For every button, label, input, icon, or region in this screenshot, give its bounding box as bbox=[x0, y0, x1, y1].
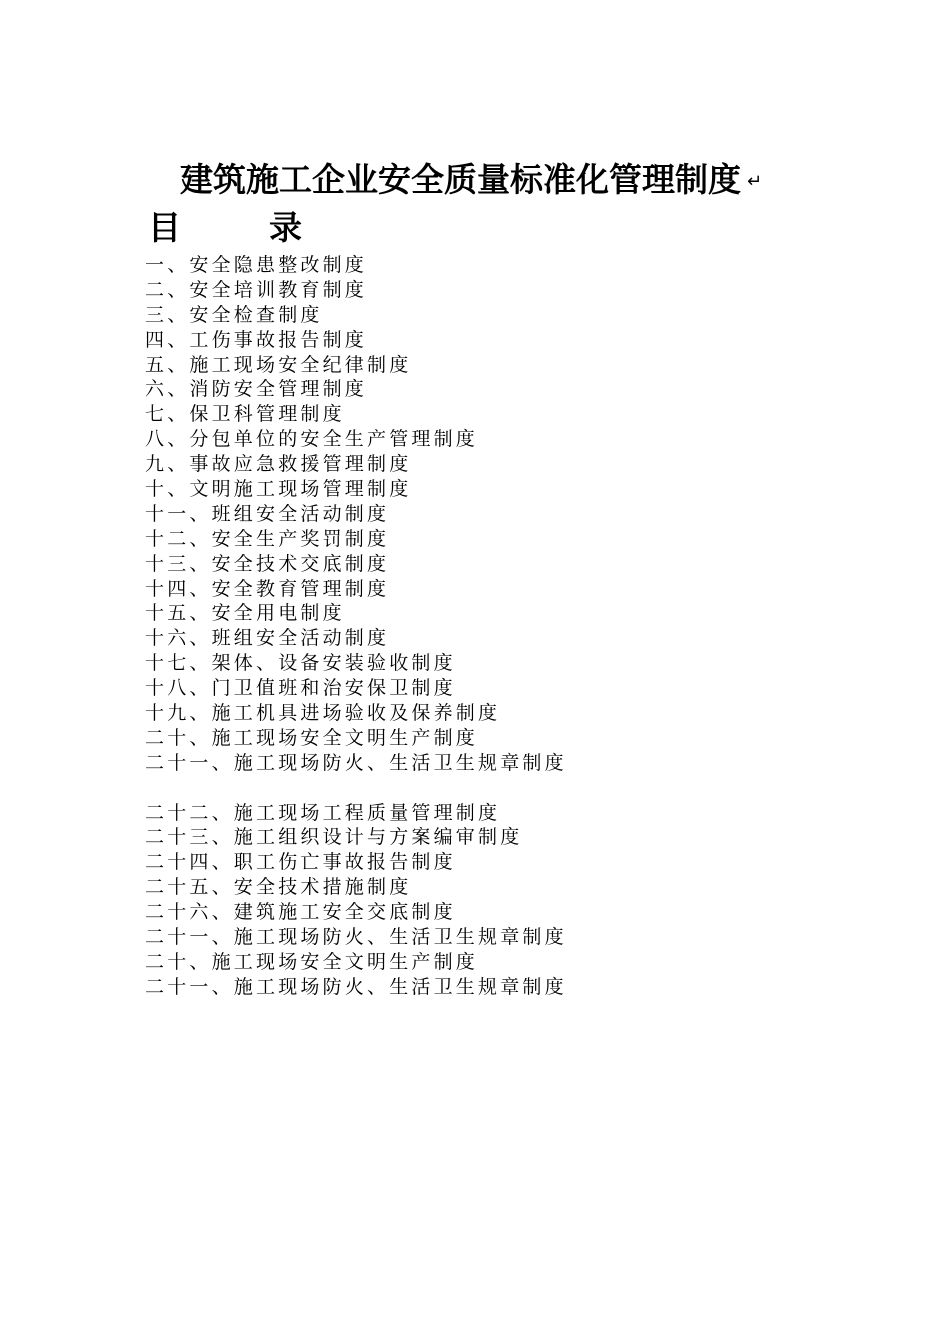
toc-item: 一、安全隐患整改制度 bbox=[145, 254, 368, 276]
toc-item: 二、安全培训教育制度 bbox=[145, 278, 368, 301]
toc-item: 二十六、建筑施工安全交底制度 bbox=[145, 901, 456, 924]
toc-item: 二十一、施工现场防火、生活卫生规章制度 bbox=[145, 926, 567, 949]
toc-item: 二十三、施工组织设计与方案编审制度 bbox=[145, 826, 523, 849]
toc-item: 八、分包单位的安全生产管理制度 bbox=[145, 428, 479, 451]
toc-blank-line bbox=[145, 776, 567, 801]
toc-item: 二十一、施工现场防火、生活卫生规章制度 bbox=[145, 751, 567, 774]
toc-item: 七、保卫科管理制度 bbox=[145, 403, 345, 426]
toc-item: 三、安全检查制度 bbox=[145, 303, 323, 326]
toc-item: 十五、安全用电制度 bbox=[145, 602, 345, 625]
toc-item: 二十、施工现场安全文明生产制度 bbox=[145, 726, 479, 749]
toc-item: 十、文明施工现场管理制度 bbox=[145, 478, 412, 501]
document-title-text: 建筑施工企业安全质量标准化管理制度 bbox=[180, 160, 741, 199]
toc-item: 二十五、安全技术措施制度 bbox=[145, 876, 412, 899]
toc-item: 十七、架体、设备安装验收制度 bbox=[145, 652, 456, 675]
toc-item: 六、消防安全管理制度 bbox=[145, 378, 368, 401]
toc-item: 二十四、职工伤亡事故报告制度 bbox=[145, 851, 456, 874]
toc-item: 十四、安全教育管理制度 bbox=[145, 577, 390, 600]
toc-item: 二十一、施工现场防火、生活卫生规章制度 bbox=[145, 975, 567, 998]
toc-item: 十六、班组安全活动制度 bbox=[145, 627, 390, 650]
toc-list bbox=[145, 253, 567, 1000]
toc-item: 二十、施工现场安全文明生产制度 bbox=[145, 950, 479, 973]
toc-heading-char-2: 录 bbox=[269, 208, 302, 247]
toc-item: 十九、施工机具进场验收及保养制度 bbox=[145, 702, 501, 725]
toc-heading-char-1: 目 bbox=[148, 208, 181, 247]
toc-item: 二十二、施工现场工程质量管理制度 bbox=[145, 801, 501, 824]
paragraph-mark-icon: ↵ bbox=[747, 170, 763, 192]
toc-heading bbox=[148, 206, 302, 250]
document-title bbox=[180, 158, 762, 204]
toc-item: 十八、门卫值班和治安保卫制度 bbox=[145, 677, 456, 700]
toc-item: 四、工伤事故报告制度 bbox=[145, 328, 368, 351]
toc-item: 九、事故应急救援管理制度 bbox=[145, 453, 412, 476]
toc-item: 十一、班组安全活动制度 bbox=[145, 502, 390, 525]
toc-item: 十二、安全生产奖罚制度 bbox=[145, 527, 390, 550]
toc-item: 五、施工现场安全纪律制度 bbox=[145, 353, 412, 376]
toc-item: 十三、安全技术交底制度 bbox=[145, 552, 390, 575]
